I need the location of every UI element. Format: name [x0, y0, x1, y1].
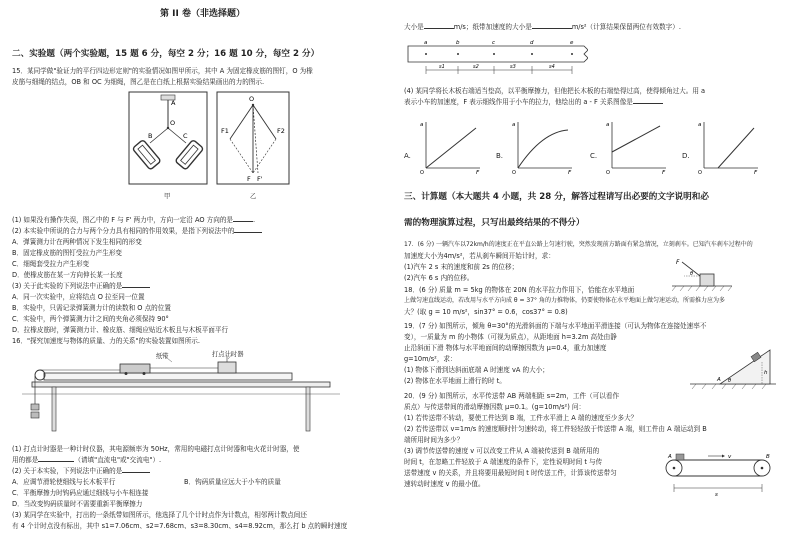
- tape-label-b: b: [456, 40, 460, 46]
- graph-option-b[interactable]: [512, 118, 574, 174]
- q19-incline-figure: [690, 340, 776, 392]
- fig-yi-caption: 乙: [250, 193, 257, 200]
- q15-sub1-text: (1) 如果没有操作失误，图乙中的 F 与 F' 两力中，方向一定沿 AO 方向的是: [12, 216, 234, 224]
- graph-a-origin: O: [420, 170, 424, 174]
- tape-label-s1: s1: [439, 64, 445, 70]
- graph-a-axis-F: F: [476, 170, 480, 174]
- q19-line3: 止沿斜面下滑 物体与水平地面间的动摩擦因数为 μ=0.4，重力加速度: [404, 344, 607, 352]
- label-paper-tape: 纸带: [156, 353, 169, 360]
- q16-sub1-lead: 用的都是: [12, 456, 39, 464]
- q15-sub3-opt-c: C．实验中，两个弹簧测力计之间的夹角必须保持 90°: [12, 315, 169, 323]
- q16-sub1-line1: (1) 打点计时器是一种计时仪器，其电源频率为 50Hz，常用的电磁打点计时器和电火花计时器，使: [12, 445, 300, 453]
- graph-c-axis-a: a: [606, 122, 610, 128]
- q16-sub2-text: (2) 关于本实验，下列说法中正确的是: [12, 467, 123, 475]
- tape-label-a: a: [424, 40, 428, 46]
- q16-sub1-tail: （请填"直流电"或"交流电"）.: [74, 456, 162, 464]
- q15-sub2-opt-a: A．弹簧测力计在两种情况下发生相同的形变: [12, 238, 142, 246]
- q18-label-theta: θ: [690, 271, 694, 277]
- q15-sub3-blank[interactable]: [122, 287, 150, 288]
- q16-sub3-line2: 有 4 个计时点没有标出，其中 s1=7.06cm、s2=7.68cm、s3=8.30cm、s4=8.92cm，那么打 b 点的瞬时速度: [12, 522, 348, 530]
- fig-label-F2: F2: [277, 127, 285, 135]
- experiment-section-heading: 二、实验题（两个实验题，15 题 6 分，每空 2 分；16 题 10 分，每空 2 分）: [12, 49, 320, 59]
- q16-velocity-blank[interactable]: [424, 28, 454, 29]
- fig-label-A: A: [171, 99, 176, 107]
- q16-sub1-line2: [12, 455, 161, 465]
- q15-sub3-opt-a: A．同一次实验中，应将结点 O 拉至同一位置: [12, 293, 145, 301]
- q20-line6: (3) 调节传送带的速度 v 可以改变工件从 A 端被传送到 B 端所用的: [404, 447, 600, 455]
- q15-sub2: [12, 226, 262, 236]
- q16-sub2-opt-a: A．应调节滑轮使细线与长木板平行: [12, 478, 116, 486]
- q19-line5: (1) 物体下滑到达斜面底端 A 时速度 vA 的大小；: [404, 366, 549, 374]
- q15-sub3: [12, 281, 150, 291]
- label-timer: 打点计时器: [212, 351, 244, 358]
- graph-d-axis-F: F: [754, 170, 758, 174]
- q18-label-F: F: [676, 259, 680, 266]
- q15-sub2-opt-d: D．使橡皮筋在某一方向伸长某一长度: [12, 271, 123, 279]
- q15-figure-jia: [128, 91, 208, 191]
- graph-b-axis-a: a: [512, 122, 516, 128]
- q16-sub2-blank[interactable]: [122, 472, 150, 473]
- graph-a-axis-a: a: [420, 122, 424, 128]
- graph-option-c[interactable]: [606, 118, 668, 174]
- q17-line4: (2)汽车 6 s 内的位移。: [404, 274, 474, 282]
- tape-label-d: d: [530, 40, 534, 46]
- q15-sub1: (1) 如果没有操作失误，图乙中的 F 与 F' 两力中，方向一定沿 AO 方向的是 .: [12, 216, 256, 224]
- fig-label-F: F: [247, 175, 251, 183]
- fig-label-O: O: [170, 119, 176, 127]
- tape-label-s4: s4: [549, 64, 555, 70]
- tape-label-c: c: [492, 40, 496, 46]
- q15-sub1-blank[interactable]: [233, 221, 253, 222]
- paper-part-title: 第 II 卷（非选择题）: [160, 9, 245, 19]
- calc-section-heading-line1: 三、计算题（本大题共 4 小题，共 28 分，解答过程请写出必要的文字说明和必: [404, 192, 709, 202]
- q20-line1: 20．(9 分) 如图所示，水平传送带 AB 两端相距 s=2m，工件（可以看作: [404, 392, 620, 400]
- q16-sub3-answer-line: [404, 22, 681, 32]
- q16-apparatus-figure: [22, 354, 340, 436]
- q16-sub2-opt-d: D．当改变钩码质量时不需要重新平衡摩擦力: [12, 500, 143, 508]
- q20-label-v: v: [728, 454, 732, 460]
- q16-accel-blank[interactable]: [532, 28, 572, 29]
- q16-accel-lead: m/s；纸带加速度的大小是: [453, 23, 532, 31]
- q18-line1: 18．(6 分) 质量 m = 5kg 的物体在 20N 的水平拉力作用下，恰能在水平地面: [404, 286, 635, 294]
- tape-label-e: e: [570, 40, 574, 46]
- fig-yi-label-O: O: [249, 95, 255, 103]
- q20-line8: 送带速度 v 的关系，并且将要用最短时间 t 时传送工件，计算该传送带匀: [404, 469, 617, 477]
- graph-c-origin: O: [606, 170, 610, 174]
- q16-sub3-line1: (3) 某同学在实验中，打出的一条纸带如图所示，他选择了几个计时点作为计数点，相邻两计数点间还: [12, 511, 307, 519]
- q20-line4: (2) 若传送带以 v=1m/s 的速度顺时针匀速转动，将工件轻轻放于传送带 A 端，则工件由 A 端运动到 B: [404, 425, 707, 433]
- q20-line3: (1) 若传送带不转动，要使工件达到 B 端，工件水平滑上 A 端的速度至少多大？: [404, 414, 638, 422]
- q18-line3: 大？(取 g = 10 m/s²，sin37° = 0.6，cos37° = 0.8): [404, 308, 568, 316]
- calc-section-heading-line2: 需的物理演算过程，只写出最终结果的不得分）: [404, 218, 585, 228]
- q15-sub3-opt-d: D．拉橡皮筋时，弹簧测力计、橡皮筋、细绳应贴近木板且与木板平面平行: [12, 326, 229, 334]
- graph-d-axis-a: a: [698, 122, 702, 128]
- q16-sub1-blank[interactable]: [38, 461, 74, 462]
- q20-line7: 时间 t，在忽略工件轻放于 A 端速度的条件下，定性说明时间 t 与传: [404, 458, 603, 466]
- q15-sub2-opt-c: C．细绳套受拉力产生形变: [12, 260, 90, 268]
- q16-sub4-line2: [404, 97, 663, 107]
- q16-accel-tail: m/s²（计算结果保留两位有效数字）.: [571, 23, 681, 31]
- q15-sub2-text: (2) 本实验中所说的合力与两个分力具有相同的作用效果，是指下列说法中的: [12, 227, 235, 235]
- q15-intro-line1: 15．某同学做"验证力的平行四边形定则"的实验情况如图甲所示，其中 A 为固定橡皮筋的图钉，O 为橡: [12, 67, 313, 75]
- graph-option-b-label: B.: [496, 152, 504, 160]
- fig-label-F-prime: F': [257, 175, 263, 183]
- graph-b-origin: O: [512, 170, 516, 174]
- graph-d-origin: O: [698, 170, 702, 174]
- tape-label-s3: s3: [510, 64, 516, 70]
- fig-label-F1: F1: [221, 127, 229, 135]
- q20-line9: 速转动时速度 v 的最小值。: [404, 480, 485, 488]
- fig-label-C: C: [183, 132, 188, 140]
- graph-option-a[interactable]: [420, 118, 482, 174]
- q19-line2: 变），一质量为 m 的小物体（可视为质点），从距地面 h=3.2m 高处由静: [404, 333, 617, 341]
- q16-velocity-lead: 大小是: [404, 23, 424, 31]
- q18-figure: [672, 256, 732, 296]
- q15-figure-yi: [216, 91, 290, 191]
- q20-line5: 端所用时间为多少？: [404, 436, 464, 444]
- q16-sub4-blank[interactable]: [633, 103, 663, 104]
- q15-sub2-blank[interactable]: [234, 232, 262, 233]
- q20-label-A: A: [668, 454, 672, 460]
- graph-c-axis-F: F: [662, 170, 666, 174]
- q20-conveyor-figure: [658, 452, 778, 500]
- q19-line1: 19．(7 分) 如图所示，倾角 θ=30°的光滑斜面的下端与水平地面平滑连接（可认为物体在连接处速率不: [404, 322, 707, 330]
- q19-label-theta: θ: [728, 378, 732, 384]
- q17-line1: 17．(6 分) 一辆汽车以72km/h的速度正在平直公路上匀速行驶，突然发现前方路面有紧急情况，立刻刹车。已知汽车刹车过程中的: [404, 241, 753, 248]
- q15-sub2-opt-b: B．固定橡皮筋的图钉受拉力产生形变: [12, 249, 123, 257]
- q19-label-h: h: [764, 370, 768, 376]
- graph-option-a-label: A.: [404, 152, 411, 160]
- q16-sub2-opt-b: B．钩码质量应远大于小车的质量: [184, 478, 281, 486]
- q20-line2: 质点）与传送带间的滑动摩擦因数 μ=0.1。(g=10m/s²) 问：: [404, 403, 586, 411]
- graph-b-axis-F: F: [568, 170, 572, 174]
- q18-line2: 上做匀速直线运动，若改用与水平方向成 θ = 37° 角的力推物体，仍要使物体在水平地面上做匀速运动，所需推力应为多: [404, 297, 725, 304]
- fig-label-B: B: [148, 132, 153, 140]
- q20-label-B: B: [766, 454, 770, 460]
- q19-label-A: A: [717, 377, 721, 383]
- tape-label-s2: s2: [473, 64, 479, 70]
- q16-intro: 16．"探究加速度与物体的质量、力的关系"的实验装置如图所示.: [12, 337, 200, 345]
- q16-sub2: [12, 466, 150, 476]
- graph-option-d-label: D.: [682, 152, 690, 160]
- q19-line4: g=10m/s²，求：: [404, 355, 457, 363]
- q16-sub4-line1: (4) 某同学将长木板右端适当垫高，以平衡摩擦力，但他把长木板的右端垫得过高，使得倾角过大。用 a: [404, 87, 706, 95]
- q15-sub3-opt-b: B．实验中，只需记录弹簧测力计的读数和 O 点的位置: [12, 304, 171, 312]
- fig-jia-caption: 甲: [164, 193, 171, 200]
- graph-option-c-label: C.: [590, 152, 598, 160]
- q17-line2: 加速度大小为4m/s²，若从刹车瞬间开始计时，求：: [404, 252, 555, 260]
- q15-intro-line2: 皮筋与细绳的结点，OB 和 OC 为细绳，图乙是在白纸上根据实验结果画出的力的图示.: [12, 78, 265, 86]
- q16-sub4-text: 表示小车的加速度，F 表示细线作用于小车的拉力，他绘出的 a - F 关系图像是: [404, 98, 633, 106]
- graph-option-d[interactable]: [698, 118, 760, 174]
- q19-line6: (2) 物体在水平地面上滑行的时 t。: [404, 377, 506, 385]
- q15-sub3-text: (3) 关于此实验的下列说法中正确的是: [12, 282, 123, 290]
- paper-tape-figure: [406, 40, 588, 80]
- q16-sub2-opt-c: C．平衡摩擦力时钩码应通过细线与小车相连接: [12, 489, 149, 497]
- q17-line3: (1)汽车 2 s 末的速度和前 2s 的位移；: [404, 263, 519, 271]
- q20-label-s: s: [715, 492, 718, 498]
